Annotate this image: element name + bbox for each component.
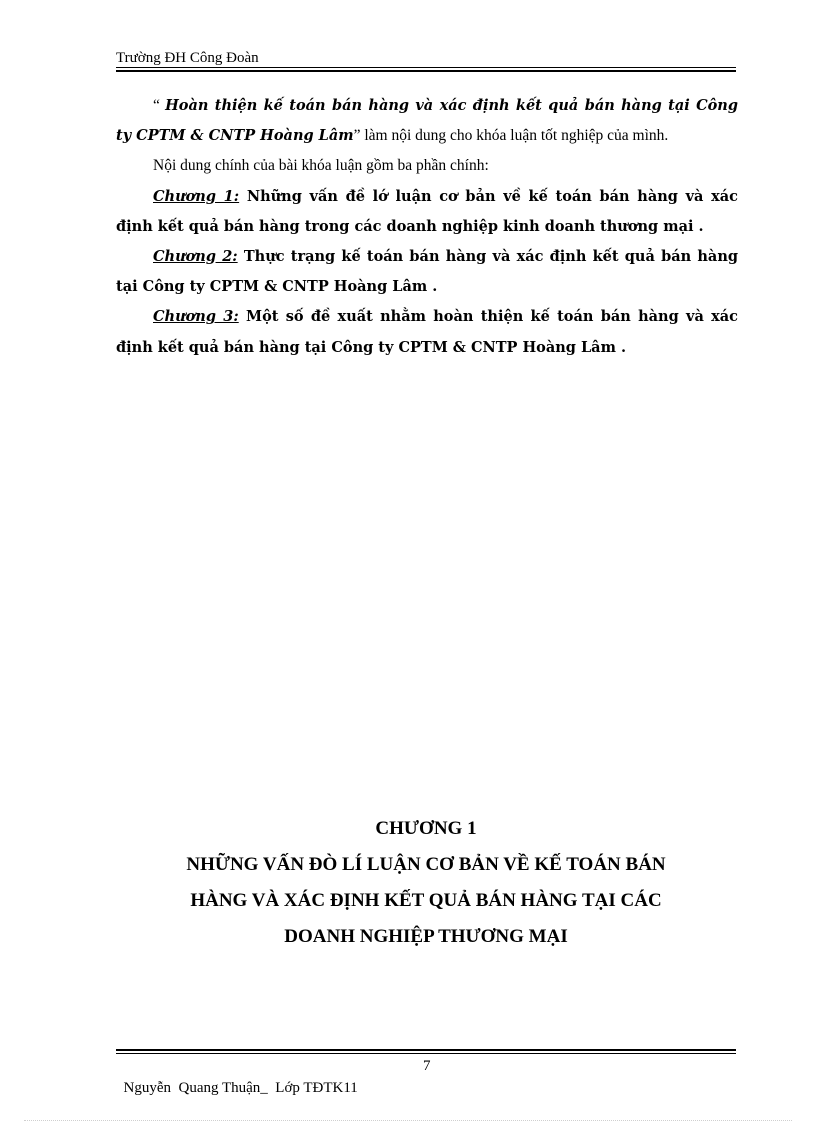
page-header (116, 48, 736, 68)
chapter-1-text: Những vấn đề lớ luận cơ bản về kế toán bán hàng và xác định kết quả bán hàng trong các doanh nghiệp kinh doanh thương mại . (116, 187, 739, 235)
chapter-title-line: DOANH NGHIỆP THƯƠNG MẠI (284, 926, 568, 947)
chapter-1-summary (116, 182, 738, 242)
page-number: 7 (423, 1058, 431, 1074)
chapter-2-summary (116, 242, 738, 302)
chapter-3-text: Một số đề xuất nhằm hoàn thiện kế toán bán hàng và xác định kết quả bán hàng tại Công ty CPTM & CNTP Hoàng Lâm . (116, 308, 739, 356)
footer-rule-thick (116, 1049, 736, 1051)
chapter-3-summary (116, 302, 738, 362)
page-footer (116, 1055, 736, 1121)
intro-open-quote: “ (153, 97, 166, 114)
chapter-2-label: Chương 2: (153, 248, 238, 266)
chapter-title-line: HÀNG VÀ XÁC ĐỊNH KẾT QUẢ BÁN HÀNG TẠI CÁC (190, 890, 662, 911)
thesis-topic: Hoàn thiện kế toán bán hàng và xác định kết quả bán hàng tại Công ty CPTM & CNTP Hoàng Lâm (116, 97, 738, 145)
header-school-name: Trường ĐH Công Đoàn (116, 50, 259, 66)
chapter-title-line: NHỮNG VẤN ĐÒ LÍ LUẬN CƠ BẢN VỀ KẾ TOÁN BÁN (186, 854, 666, 875)
chapter-number: CHƯƠNG 1 (375, 818, 477, 839)
document-body (116, 91, 738, 363)
chapter-heading (116, 811, 736, 955)
page-boundary (24, 1120, 792, 1121)
chapter-1-label: Chương 1: (153, 187, 240, 205)
footer-author-class: Nguyễn Quang Thuận_ Lớp TĐTK11 (123, 1080, 358, 1096)
header-rule-thin (116, 67, 736, 68)
intro-rest: ” làm nội dung cho khóa luận tốt nghiệp của mình. (353, 127, 669, 145)
chapter-3-label: Chương 3: (153, 308, 239, 326)
summary-paragraph: Nội dung chính của bài khóa luận gồm ba phần chính: (153, 157, 489, 175)
intro-paragraph (116, 91, 738, 151)
chapter-2-text: Thực trạng kế toán bán hàng và xác định kết quả bán hàng tại Công ty CPTM & CNTP Hoàng Lâm . (116, 248, 738, 296)
footer-rule-thin (116, 1053, 736, 1054)
header-rule-thick (116, 70, 736, 72)
